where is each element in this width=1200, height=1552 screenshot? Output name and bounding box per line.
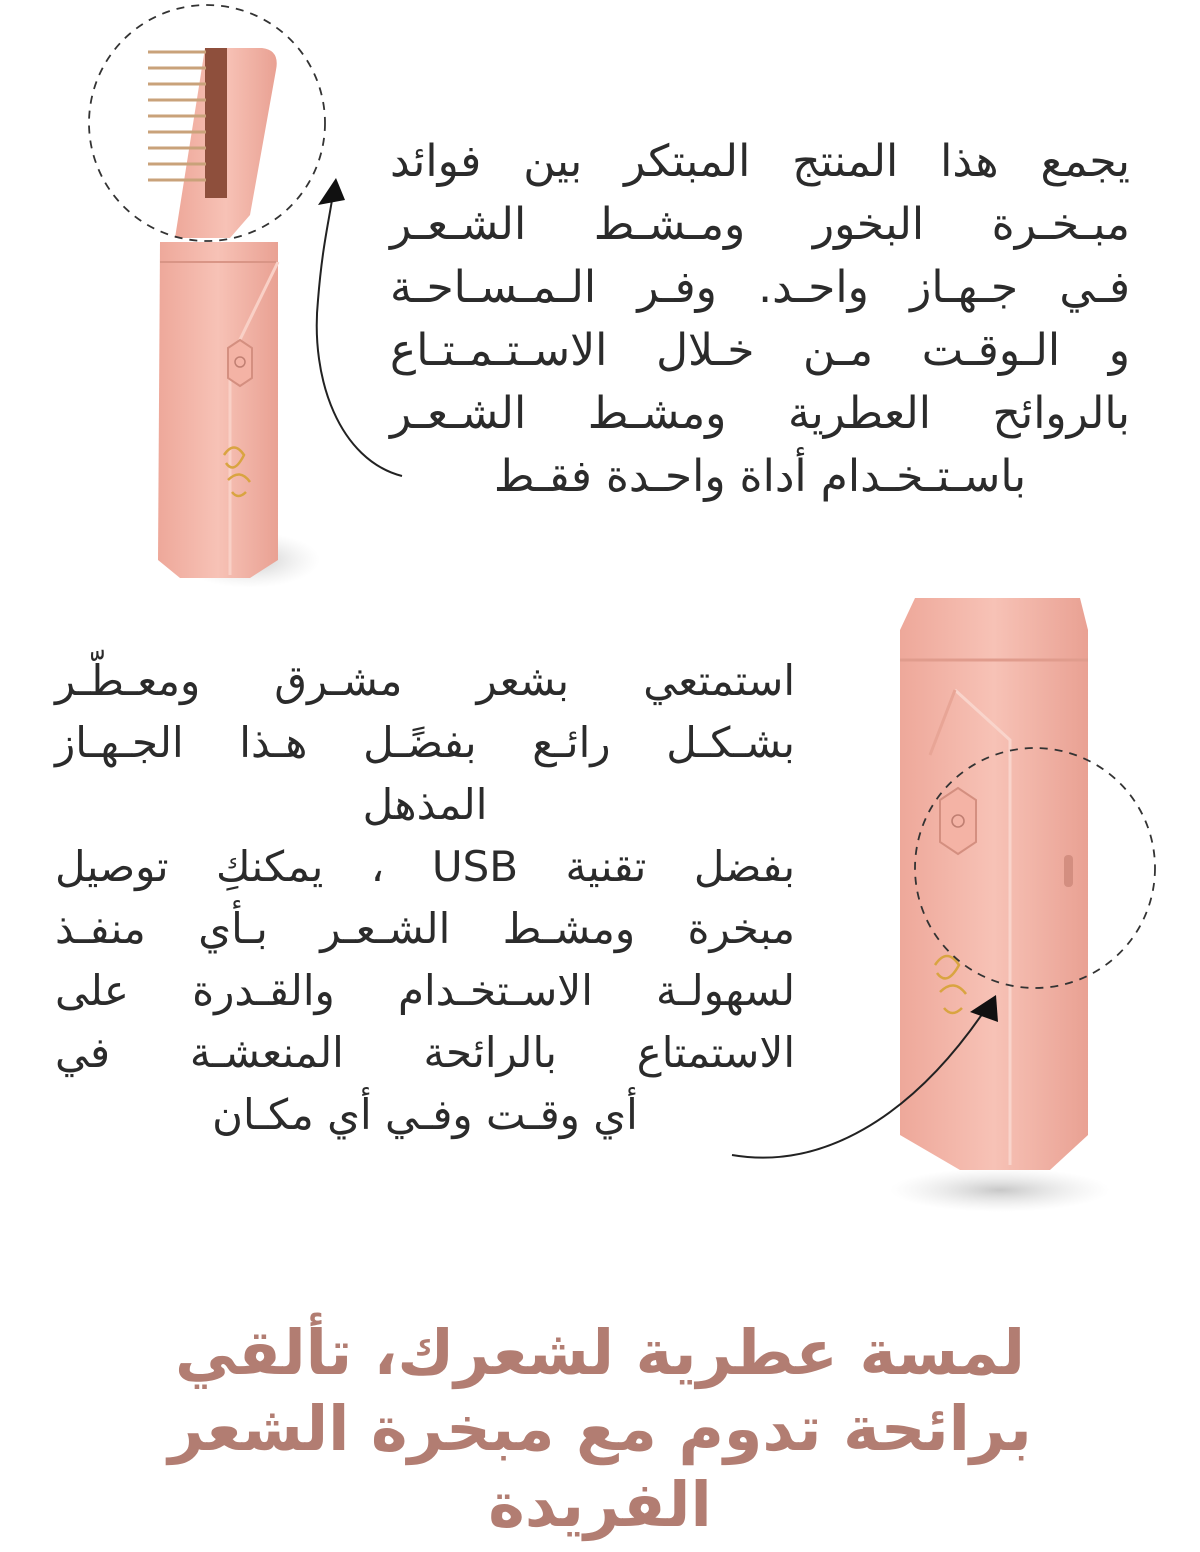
headline-line: برائحة تدوم مع مبخرة الشعر <box>168 1392 1032 1465</box>
headline <box>130 1315 1070 1543</box>
usb-port <box>1064 855 1073 887</box>
paragraph-line: بشـكـل رائـع بفضًـل هـذا الجـهـاز <box>55 718 795 767</box>
paragraph-line: مبـخـرة البخور ومـشـط الشـعـر <box>390 199 1130 250</box>
headline-line: الفريدة <box>488 1468 712 1541</box>
paragraph-line: المذهل <box>362 780 488 829</box>
paragraph-line: مبخرة ومشـط الشـعـر بـأي منفـذ <box>55 904 795 953</box>
paragraph-line: لسهولـة الاسـتخـدام والقـدرة على <box>55 966 795 1015</box>
paragraph-line: يجمع هذا المنتج المبتكر بين فوائد <box>390 136 1130 187</box>
paragraph-line: الاستمتاع بالرائحة المنعشـة في <box>55 1028 795 1077</box>
paragraph-line: و الـوقـت مـن خـلال الاسـتـمـتـاع <box>390 325 1130 376</box>
power-button-2[interactable] <box>940 788 976 854</box>
paragraph-line: استمتعي بشعر مشـرق ومعـطّـر <box>55 656 795 705</box>
description-paragraph-1 <box>390 130 1130 508</box>
paragraph-line: باسـتـخـدام أداة واحـدة فقـط <box>493 451 1027 502</box>
paragraph-line: بفضل تقنية USB ، يمكنكِ توصيل <box>55 842 796 891</box>
headline-line: لمسة عطرية لشعرك، تألقي <box>175 1316 1025 1389</box>
paragraph-line: أي وقـت وفـي أي مكـان <box>212 1090 638 1139</box>
paragraph-line: بالروائح العطرية ومشـط الشـعـر <box>390 388 1130 439</box>
paragraph-line: فـي جـهـاز واحـد. وفـر الـمـسـاحـة <box>390 262 1130 313</box>
description-paragraph-2 <box>55 650 795 1146</box>
